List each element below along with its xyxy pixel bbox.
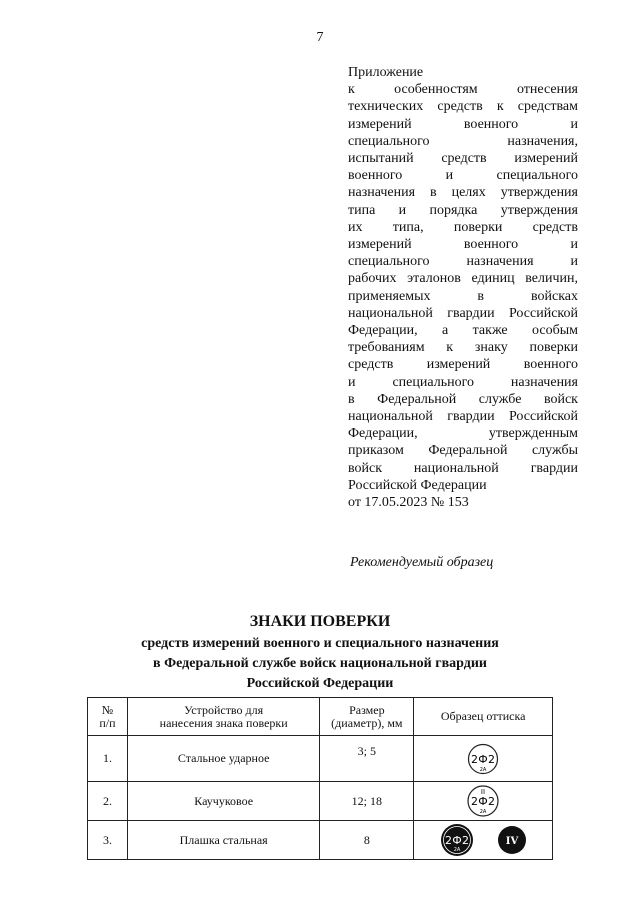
appendix-line: требованиям к знаку поверки	[348, 340, 578, 356]
appendix-line: специального назначения и	[348, 254, 578, 270]
table-row	[88, 736, 553, 782]
row-sample	[414, 782, 553, 821]
title-main: ЗНАКИ ПОВЕРКИ	[249, 613, 391, 630]
header-sample: Образец оттиска	[414, 698, 553, 736]
row-sample	[414, 736, 553, 782]
document-title	[0, 612, 640, 694]
appendix-line: Российской Федерации	[348, 477, 487, 493]
svg-text:Ф: Ф	[478, 752, 488, 766]
title-subtitle	[0, 634, 640, 694]
verification-marks-table	[87, 697, 553, 860]
header-num: № п/п	[88, 698, 128, 736]
svg-text:Ф: Ф	[478, 795, 488, 808]
appendix-line: средств измерений военного	[348, 357, 578, 373]
appendix-line: военного и специального	[348, 168, 578, 184]
steel-plate-stamp	[440, 823, 474, 857]
svg-text:2: 2	[444, 834, 452, 847]
appendix-line: к особенностям отнесения	[348, 82, 578, 98]
svg-text:2: 2	[471, 795, 479, 808]
row-num: 3.	[88, 821, 128, 860]
appendix-line: типа и порядка утверждения	[348, 202, 578, 218]
subtitle-line: в Федеральной службе войск национальной гвардии	[153, 656, 487, 671]
row-device: Стальное ударное	[127, 736, 320, 782]
appendix-line: технических средств к средствам	[348, 99, 578, 115]
recommended-sample-note: Рекомендуемый образец	[350, 555, 494, 570]
svg-text:Ф: Ф	[451, 834, 462, 847]
appendix-line: от 17.05.2023 № 153	[348, 495, 469, 511]
appendix-line: и специального назначения	[348, 374, 578, 390]
subtitle-line: средств измерений военного и специального назначения	[141, 636, 499, 651]
svg-text:2: 2	[471, 752, 479, 766]
appendix-line: приказом Федеральной службы	[348, 443, 578, 459]
svg-text:2: 2	[461, 834, 469, 847]
subtitle-line: Российской Федерации	[246, 676, 394, 691]
quarter-mark-stamp	[497, 825, 527, 855]
row-num: 2.	[88, 782, 128, 821]
row-device: Каучуковое	[127, 782, 320, 821]
rubber-stamp	[466, 784, 500, 818]
appendix-line: их типа, поверки средств	[348, 219, 578, 235]
appendix-caption	[348, 64, 578, 511]
appendix-line: Приложение	[348, 65, 424, 80]
appendix-line: Федерации, а также особым	[348, 323, 578, 339]
row-size: 8	[320, 821, 414, 860]
appendix-line: войск национальной гвардии	[348, 460, 578, 476]
svg-text:2А: 2А	[453, 847, 460, 853]
svg-text:2А: 2А	[479, 809, 487, 815]
appendix-line: измерений военного и	[348, 116, 578, 132]
appendix-line: рабочих эталонов единиц величин,	[348, 271, 578, 287]
row-size: 12; 18	[320, 782, 414, 821]
appendix-line: национальной гвардии Российской	[348, 305, 578, 321]
svg-text:IV: IV	[505, 836, 518, 847]
svg-text:2А: 2А	[479, 766, 487, 773]
appendix-line: назначения в целях утверждения	[348, 185, 578, 201]
svg-text:II: II	[481, 788, 486, 796]
page-number: 7	[316, 30, 324, 45]
row-device: Плашка стальная	[127, 821, 320, 860]
appendix-line: применяемых в войсках	[348, 288, 578, 304]
appendix-line: Федерации, утвержденным	[348, 426, 578, 442]
header-size: Размер (диаметр), мм	[320, 698, 414, 736]
steel-impact-stamp	[466, 743, 500, 775]
appendix-line: национальной гвардии Российской	[348, 409, 578, 425]
header-device: Устройство для нанесения знака поверки	[127, 698, 320, 736]
svg-text:2: 2	[488, 795, 496, 808]
row-sample	[414, 821, 553, 860]
table-row	[88, 821, 553, 860]
table-row	[88, 782, 553, 821]
table-header-row	[88, 698, 553, 736]
row-size: 3; 5	[320, 736, 414, 782]
appendix-line: измерений военного и	[348, 237, 578, 253]
appendix-line: испытаний средств измерений	[348, 151, 578, 167]
row-num: 1.	[88, 736, 128, 782]
appendix-line: в Федеральной службе войск	[348, 391, 578, 407]
appendix-line: специального назначения,	[348, 133, 578, 149]
svg-text:2: 2	[488, 752, 496, 766]
